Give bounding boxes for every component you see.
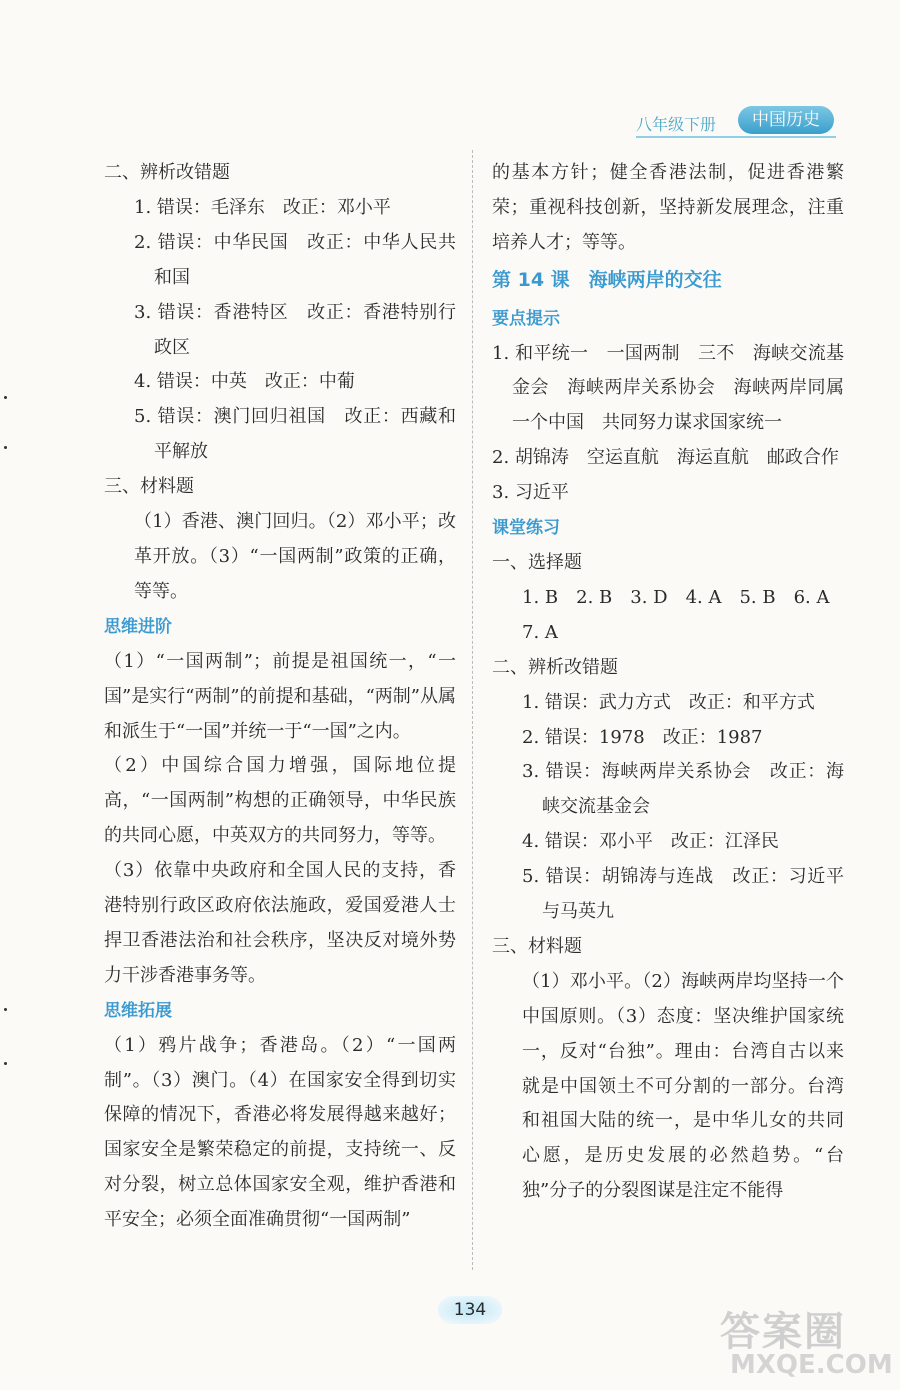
right-column <box>492 156 844 1209</box>
section-title: 二、辨析改错题 <box>492 656 618 678</box>
section-title: 二、辨析改错题 <box>104 162 230 183</box>
column-divider <box>472 150 473 1270</box>
answer-item: 5. 错误：澳门回归祖国 改正：西藏和平解放 <box>134 406 456 463</box>
subsection-heading: 课堂练习 <box>492 518 560 539</box>
answer-item: 3. 错误：海峡两岸关系协会 改正：海峡交流基金会 <box>522 761 844 818</box>
binder-hole-mark <box>4 1008 7 1011</box>
answer-item: 3. 错误：香港特区 改正：香港特别行政区 <box>134 301 456 358</box>
binder-hole-mark <box>4 446 7 449</box>
subsection-heading: 思维进阶 <box>104 616 172 637</box>
choice-answers: 1. B 2. B 3. D 4. A 5. B 6. A <box>522 586 830 608</box>
subsection-heading: 思维拓展 <box>104 1000 172 1021</box>
section-title: 一、选择题 <box>492 551 582 573</box>
left-column <box>104 156 456 1238</box>
choice-answers: 7. A <box>522 621 558 643</box>
header-rule <box>636 136 836 138</box>
grade-label: 八年级下册 <box>636 115 717 134</box>
material-answer: （1）香港、澳门回归。（2）邓小平；改革开放。（3）“一国两制”政策的正确，等等。 <box>134 511 456 602</box>
material-answer: （1）邓小平。（2）海峡两岸均坚持一个中国原则。（3）态度：坚决维护国家统一，反对“台独”。理由：台湾自古以来就是中国领土不可分割的一部分。台湾和祖国大陆的统一，是中华儿女的共同心愿，是历史发展的必然趋势。“台独”分子的分裂图谋是注定不能得 <box>522 970 844 1202</box>
key-point-item: 3. 习近平 <box>492 482 569 504</box>
answer-item: 2. 错误：1978 改正：1987 <box>522 726 763 748</box>
subsection-heading: 要点提示 <box>492 308 560 329</box>
subject-badge: 中国历史 <box>738 106 834 134</box>
answer-item: 2. 错误：中华民国 改正：中华人民共和国 <box>134 231 456 288</box>
paragraph: （1）鸦片战争；香港岛。（2）“一国两制”。（3）澳门。（4）在国家安全得到切实保障的情况下，香港必将发展得越来越好；国家安全是繁荣稳定的前提，支持统一、反对分裂，树立总体国家安全观，维护香港和平安全；必须全面准确贯彻“一国两制” <box>104 1034 456 1231</box>
answer-item: 1. 错误：武力方式 改正：和平方式 <box>522 691 815 713</box>
watermark-logo <box>720 1300 896 1386</box>
answer-item: 4. 错误：邓小平 改正：江泽民 <box>522 831 779 853</box>
page-number: 134 <box>438 1296 502 1324</box>
paragraph: （2）中国综合国力增强，国际地位提高，“一国两制”构想的正确领导，中华民族的共同心愿，中英双方的共同努力，等等。 <box>104 755 456 847</box>
section-title: 三、材料题 <box>104 476 194 498</box>
binder-hole-mark <box>4 396 7 399</box>
answer-item: 1. 错误：毛泽东 改正：邓小平 <box>134 196 391 218</box>
watermark-url: MXQE.COM <box>730 1350 893 1380</box>
binder-hole-mark <box>4 1062 7 1065</box>
paragraph: 的基本方针；健全香港法制，促进香港繁荣；重视科技创新，坚持新发展理念，注重培养人才；等等。 <box>492 162 844 253</box>
paragraph: （1）“一国两制”；前提是祖国统一，“一国”是实行“两制”的前提和基础，“两制”从属和派生于“一国”并统一于“一国”之内。 <box>104 650 457 742</box>
key-point-item: 1. 和平统一 一国两制 三不 海峡交流基金会 海峡两岸关系协会 海峡两岸同属一个中国 共同努力谋求国家统一 <box>492 342 844 434</box>
answer-item: 5. 错误：胡锦涛与连战 改正：习近平与马英九 <box>522 866 844 923</box>
key-point-item: 2. 胡锦涛 空运直航 海运直航 邮政合作 <box>492 447 839 469</box>
section-title: 三、材料题 <box>492 935 582 957</box>
lesson-title: 第 14 课 海峡两岸的交往 <box>492 268 722 291</box>
answer-item: 4. 错误：中英 改正：中葡 <box>134 371 355 393</box>
watermark-text: 答案圈 <box>720 1309 846 1355</box>
paragraph: （3）依靠中央政府和全国人民的支持，香港特别行政区政府依法施政，爱国爱港人士捍卫香港法治和社会秩序，坚决反对境外势力干涉香港事务等。 <box>104 860 456 986</box>
